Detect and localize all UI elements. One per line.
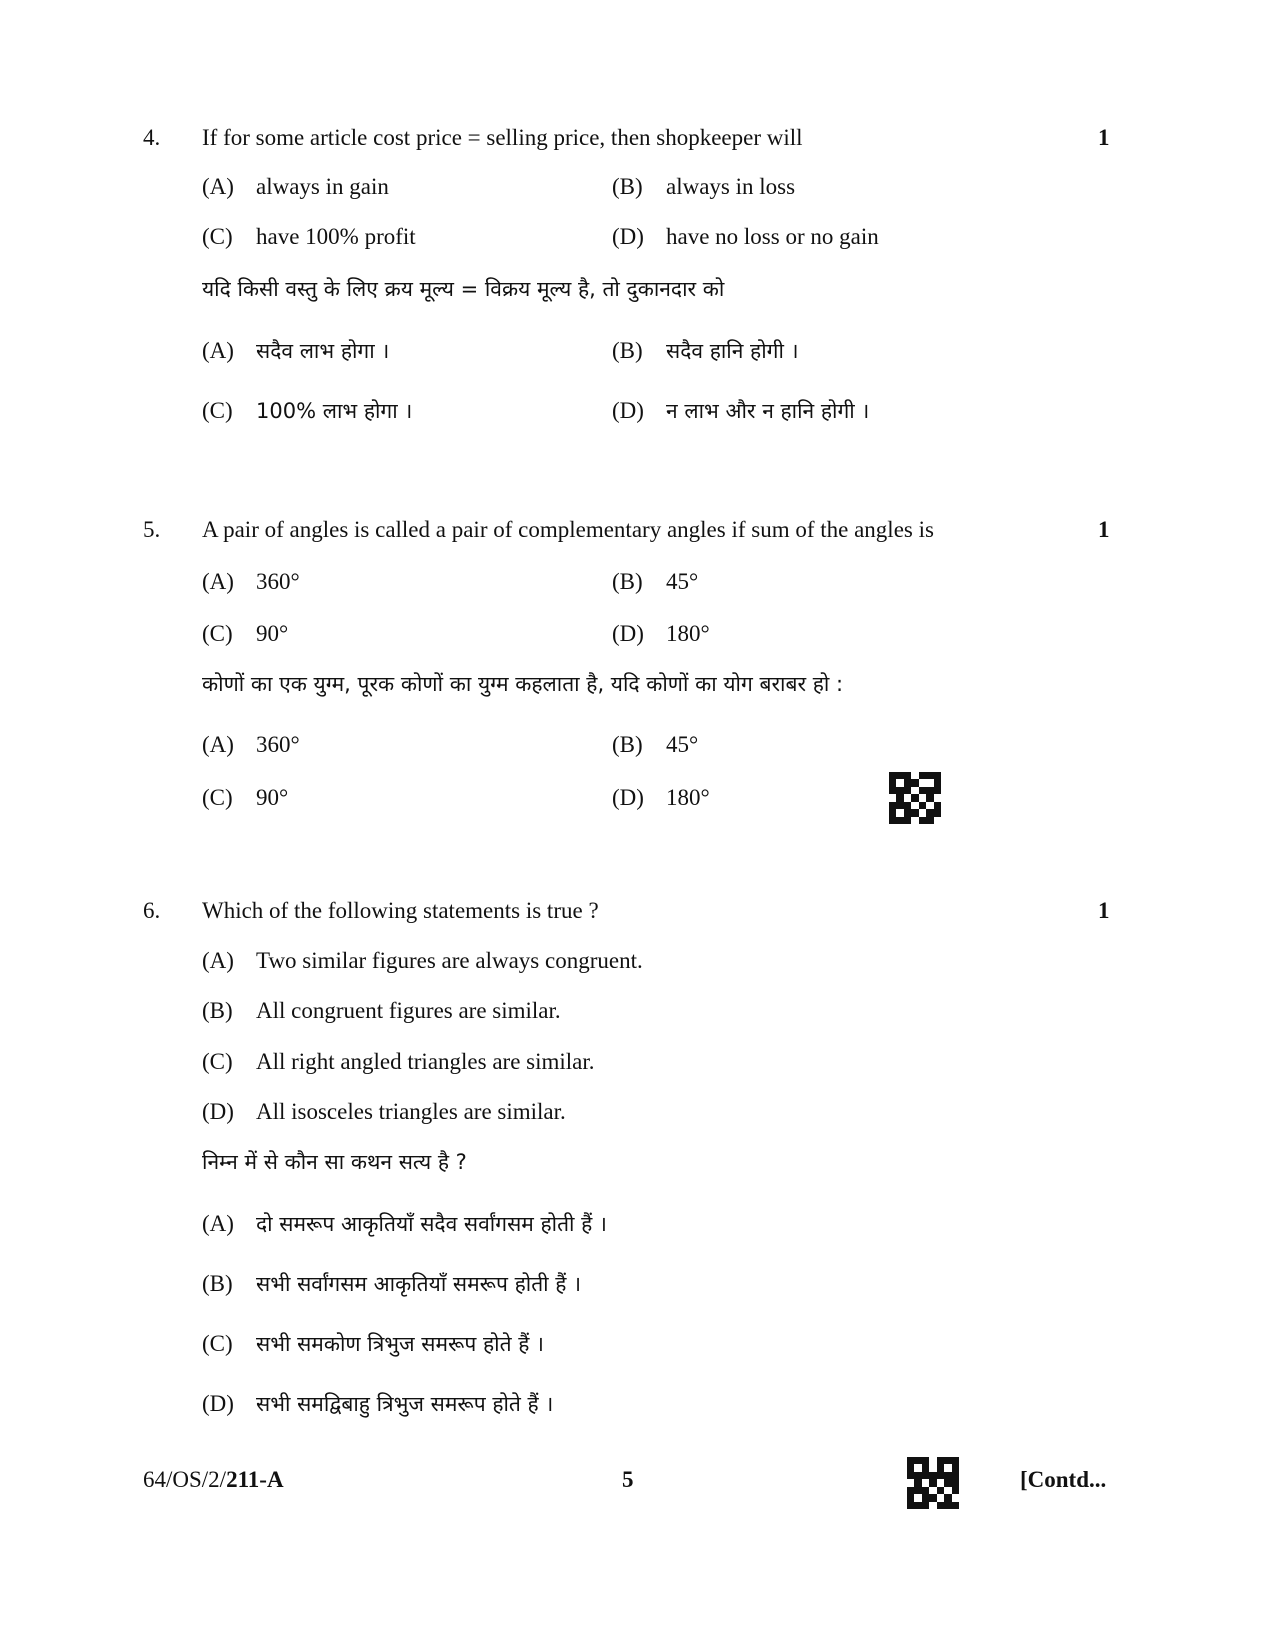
paper-code bbox=[143, 1468, 284, 1491]
option-text: सदैव लाभ होगा । bbox=[256, 339, 390, 363]
option-label: (A) bbox=[202, 174, 234, 199]
option-text: All isosceles triangles are similar. bbox=[256, 1099, 566, 1124]
question-6-number: 6. bbox=[143, 898, 161, 923]
option-label: (C) bbox=[202, 621, 233, 646]
page-number: 5 bbox=[622, 1467, 634, 1492]
qr-code-icon bbox=[907, 1457, 959, 1509]
question-6-stem-en: Which of the following statements is true ? bbox=[202, 898, 599, 923]
option-text: सभी समद्विबाहु त्रिभुज समरूप होते हैं । bbox=[256, 1392, 554, 1416]
question-5-marks: 1 bbox=[1098, 517, 1110, 542]
q6-option-b-en bbox=[202, 999, 561, 1022]
q5-option-b-hi bbox=[612, 733, 698, 756]
option-label: (B) bbox=[202, 998, 233, 1023]
option-label: (C) bbox=[202, 1331, 233, 1356]
option-label: (C) bbox=[202, 398, 233, 423]
q6-option-a-en bbox=[202, 949, 643, 972]
q4-option-a-en bbox=[202, 175, 389, 198]
option-label: (D) bbox=[612, 785, 644, 810]
question-5-number: 5. bbox=[143, 517, 161, 542]
option-text: have 100% profit bbox=[256, 224, 416, 249]
q5-option-c-en bbox=[202, 622, 288, 645]
question-4-stem-en: If for some article cost price = selling price, then shopkeeper will bbox=[202, 125, 803, 150]
question-5-stem-hi: कोणों का एक युग्म, पूरक कोणों का युग्म कहलाता है, यदि कोणों का योग बराबर हो : bbox=[202, 672, 844, 696]
option-text: 180° bbox=[666, 785, 710, 810]
option-label: (B) bbox=[612, 174, 643, 199]
q6-option-d-en bbox=[202, 1100, 566, 1123]
question-4-marks: 1 bbox=[1098, 125, 1110, 150]
option-text: 360° bbox=[256, 732, 300, 757]
q5-option-d-en bbox=[612, 622, 710, 645]
option-label: (B) bbox=[612, 338, 643, 363]
option-label: (D) bbox=[612, 224, 644, 249]
option-label: (A) bbox=[202, 948, 234, 973]
option-text: have no loss or no gain bbox=[666, 224, 879, 249]
option-label: (D) bbox=[612, 398, 644, 423]
q5-option-b-en bbox=[612, 570, 698, 593]
q4-option-c-hi bbox=[202, 399, 412, 422]
option-text: न लाभ और न हानि होगी । bbox=[666, 399, 870, 423]
q5-option-a-hi bbox=[202, 733, 300, 756]
option-text: always in loss bbox=[666, 174, 796, 199]
option-label: (C) bbox=[202, 785, 233, 810]
q6-option-b-hi bbox=[202, 1272, 581, 1295]
option-label: (A) bbox=[202, 732, 234, 757]
option-text: सभी सर्वांगसम आकृतियाँ समरूप होती हैं । bbox=[256, 1272, 582, 1296]
q6-option-c-en bbox=[202, 1050, 595, 1073]
paper-code-prefix: 64/OS/2/ bbox=[143, 1467, 227, 1492]
option-text: 90° bbox=[256, 621, 289, 646]
option-text: Two similar figures are always congruent. bbox=[256, 948, 643, 973]
option-text: 45° bbox=[666, 732, 699, 757]
option-label: (C) bbox=[202, 224, 233, 249]
option-text: 90° bbox=[256, 785, 289, 810]
option-label: (B) bbox=[612, 732, 643, 757]
q4-option-b-en bbox=[612, 175, 795, 198]
question-5-stem-en: A pair of angles is called a pair of complementary angles if sum of the angles is bbox=[202, 517, 934, 542]
option-text: All right angled triangles are similar. bbox=[256, 1049, 595, 1074]
option-label: (B) bbox=[202, 1271, 233, 1296]
option-label: (D) bbox=[612, 621, 644, 646]
option-label: (C) bbox=[202, 1049, 233, 1074]
option-text: 360° bbox=[256, 569, 300, 594]
question-6-stem-hi: निम्न में से कौन सा कथन सत्य है ? bbox=[202, 1150, 467, 1174]
option-label: (A) bbox=[202, 569, 234, 594]
option-label: (B) bbox=[612, 569, 643, 594]
q6-option-c-hi bbox=[202, 1332, 544, 1355]
q4-option-a-hi bbox=[202, 339, 389, 362]
question-4-stem-hi: यदि किसी वस्तु के लिए क्रय मूल्य = विक्रय मूल्य है, तो दुकानदार को bbox=[202, 277, 725, 301]
option-text: दो समरूप आकृतियाँ सदैव सर्वांगसम होती हैं । bbox=[256, 1212, 607, 1236]
option-label: (D) bbox=[202, 1391, 234, 1416]
option-text: सदैव हानि होगी । bbox=[666, 339, 799, 363]
option-text: 45° bbox=[666, 569, 699, 594]
q4-option-c-en bbox=[202, 225, 416, 248]
option-text: always in gain bbox=[256, 174, 389, 199]
option-label: (D) bbox=[202, 1099, 234, 1124]
option-text: 180° bbox=[666, 621, 710, 646]
qr-code-icon bbox=[889, 772, 941, 824]
q6-option-a-hi bbox=[202, 1212, 607, 1235]
q4-option-b-hi bbox=[612, 339, 799, 362]
option-text: सभी समकोण त्रिभुज समरूप होते हैं । bbox=[256, 1332, 544, 1356]
question-4-number: 4. bbox=[143, 125, 161, 150]
option-label: (A) bbox=[202, 338, 234, 363]
q5-option-d-hi bbox=[612, 786, 710, 809]
q5-option-c-hi bbox=[202, 786, 288, 809]
q4-option-d-hi bbox=[612, 399, 869, 422]
option-text: 100% लाभ होगा । bbox=[256, 399, 413, 423]
q5-option-a-en bbox=[202, 570, 300, 593]
paper-code-bold: 211-A bbox=[226, 1467, 284, 1492]
question-6-marks: 1 bbox=[1098, 898, 1110, 923]
q6-option-d-hi bbox=[202, 1392, 553, 1415]
option-text: All congruent figures are similar. bbox=[256, 998, 561, 1023]
option-label: (A) bbox=[202, 1211, 234, 1236]
q4-option-d-en bbox=[612, 225, 879, 248]
continued-marker: [Contd... bbox=[1020, 1467, 1107, 1492]
